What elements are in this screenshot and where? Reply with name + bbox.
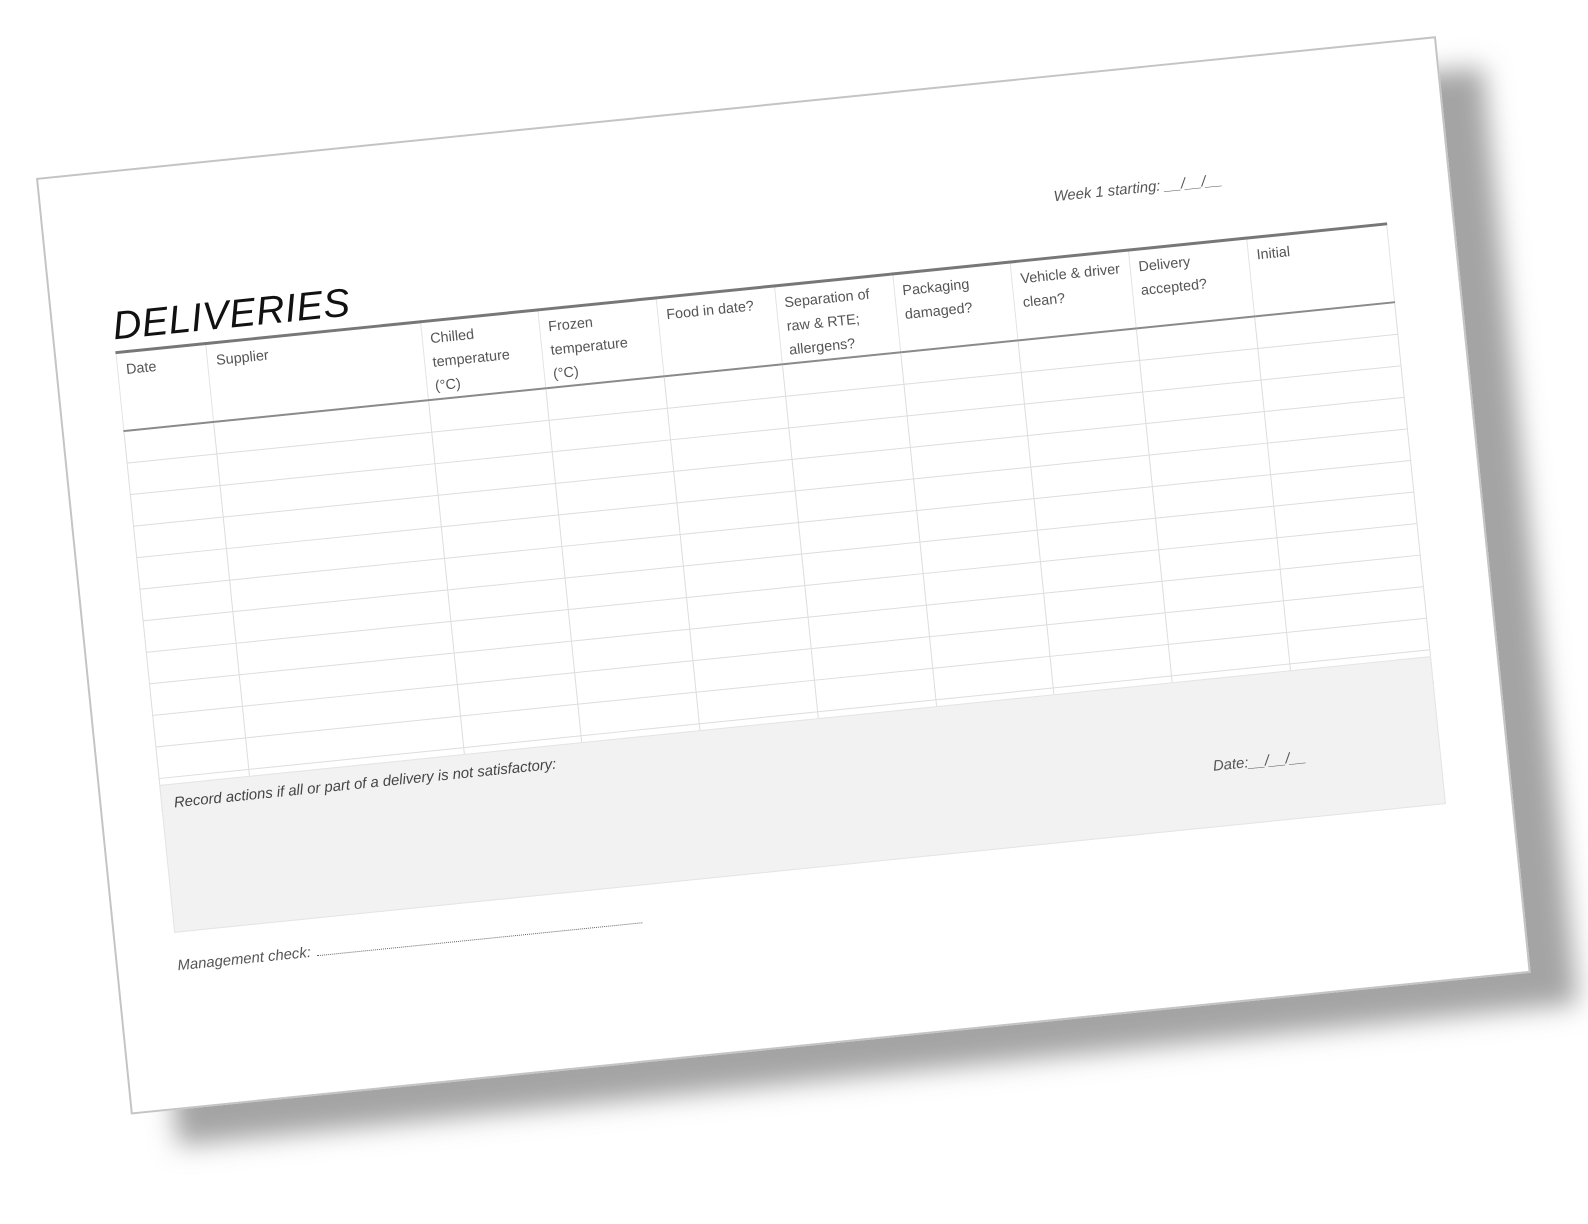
management-check-field[interactable] [317, 922, 642, 956]
column-header: Packaging damaged? [892, 262, 1018, 352]
actions-label: Record actions if all or part of a delivery is not satisfactory: [173, 755, 558, 812]
management-check-label: Management check: [176, 943, 312, 975]
column-header: Frozen temperature (°C) [538, 298, 664, 388]
column-header: Initial [1246, 224, 1394, 317]
column-header: Date [116, 344, 214, 431]
column-header: Vehicle & driver clean? [1010, 250, 1136, 340]
week-starting-field[interactable]: Week 1 starting: __/__/__ [1052, 171, 1223, 206]
column-header: Delivery accepted? [1128, 238, 1254, 328]
column-header: Separation of raw & RTE; allergens? [774, 274, 900, 364]
form-title: DELIVERIES [110, 280, 353, 349]
column-header: Food in date? [656, 286, 782, 376]
column-header: Chilled temperature (°C) [420, 310, 546, 400]
actions-date-field[interactable]: Date:__/__/__ [1212, 748, 1307, 775]
deliveries-form-sheet [36, 36, 1531, 1114]
column-header: Supplier [206, 322, 428, 422]
